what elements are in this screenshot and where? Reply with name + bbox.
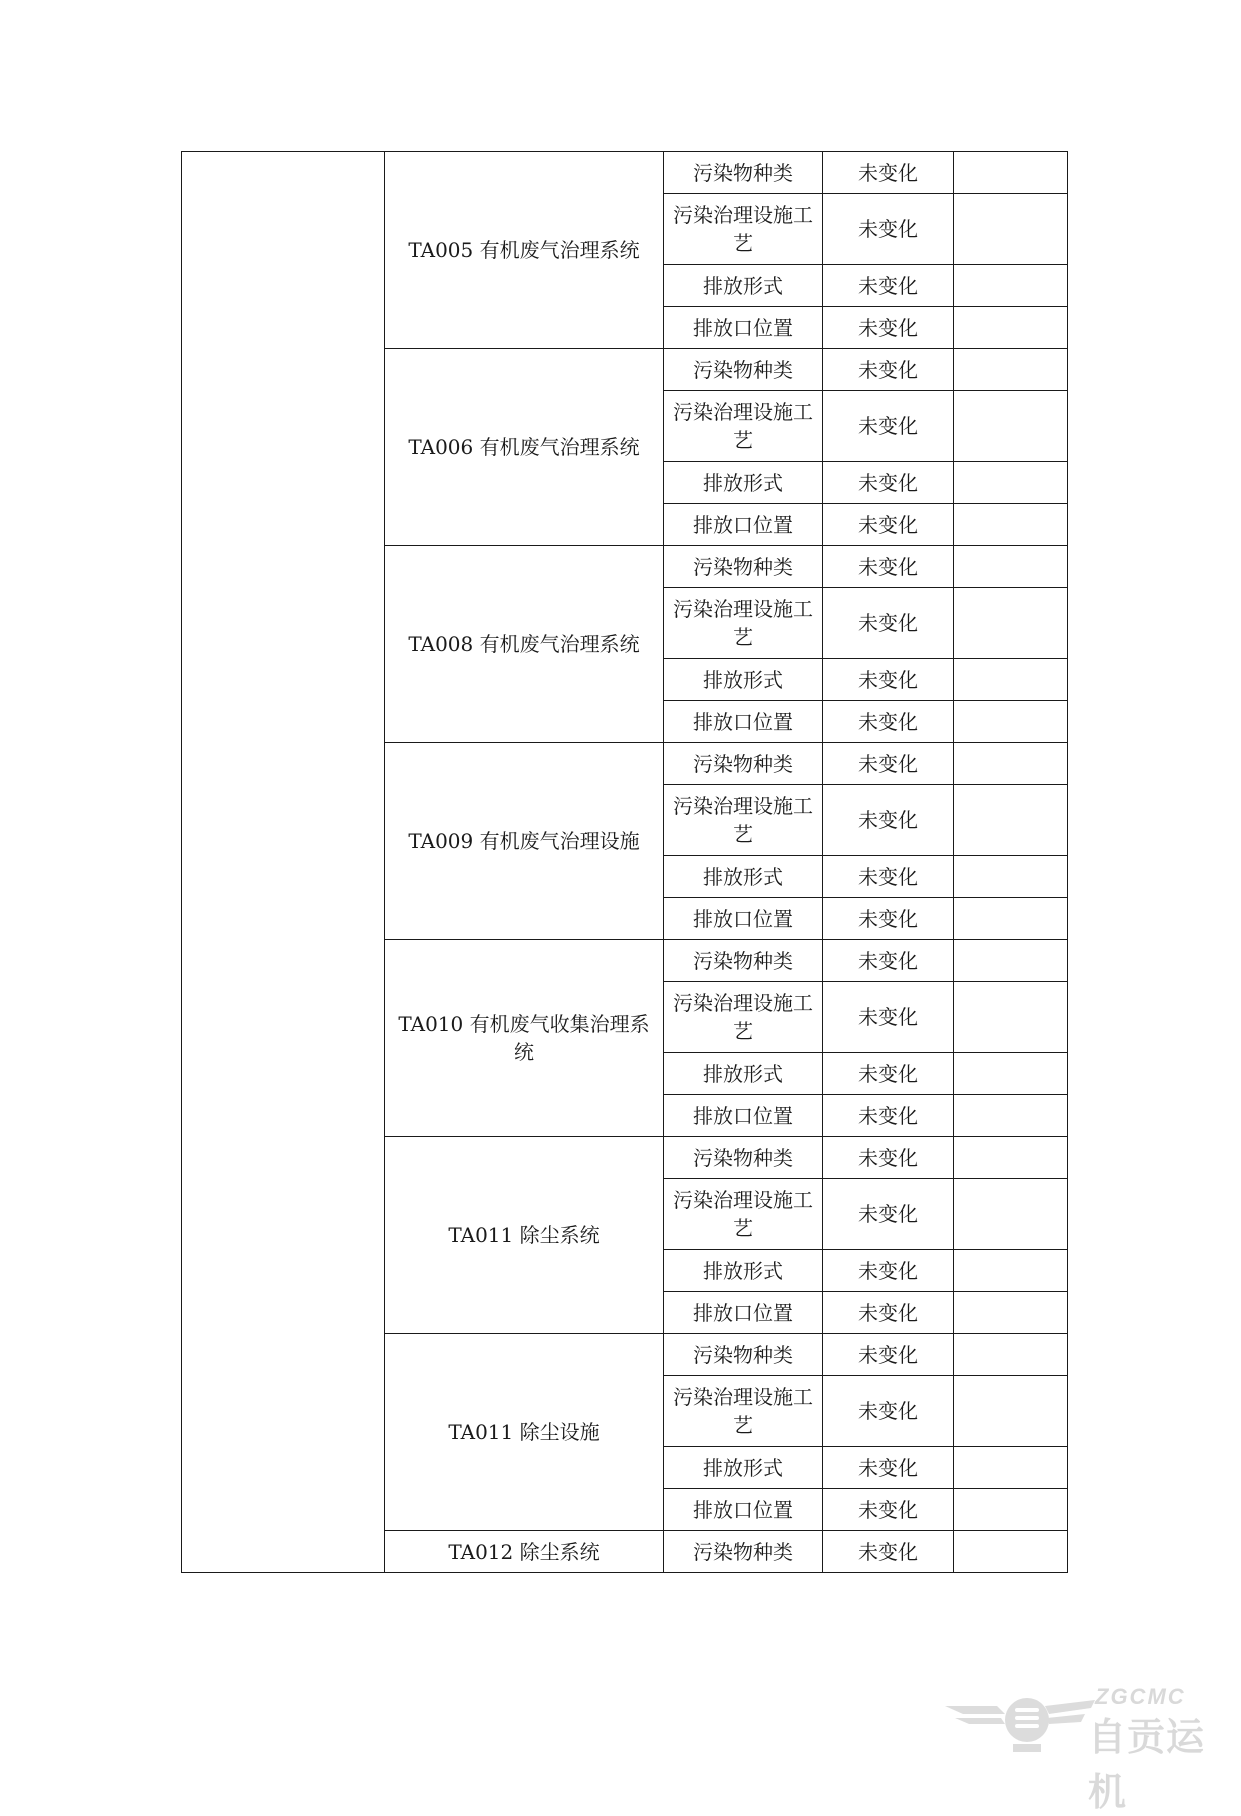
remark-cell: [954, 1334, 1068, 1376]
system-name-cell: TA011 除尘设施: [385, 1334, 664, 1531]
status-cell: 未变化: [823, 504, 954, 546]
status-cell: 未变化: [823, 1095, 954, 1137]
watermark-en-text: ZGCMC: [1095, 1684, 1186, 1709]
logo-emblem-icon: [945, 1684, 1095, 1754]
item-cell: 排放口位置: [664, 504, 823, 546]
status-cell: 未变化: [823, 1292, 954, 1334]
system-name-cell: TA009 有机废气治理设施: [385, 743, 664, 940]
remark-cell: [954, 1376, 1068, 1447]
pollution-facility-table: [181, 151, 1068, 1573]
watermark-cn-text: 自贡运机: [1088, 1715, 1206, 1814]
remark-cell: [954, 1053, 1068, 1095]
status-cell: 未变化: [823, 1531, 954, 1573]
status-cell: 未变化: [823, 743, 954, 785]
item-cell: 污染治理设施工艺: [664, 1179, 823, 1250]
status-cell: 未变化: [823, 588, 954, 659]
table-row: [182, 152, 1068, 194]
status-cell: 未变化: [823, 307, 954, 349]
remark-cell: [954, 504, 1068, 546]
item-cell: 排放形式: [664, 265, 823, 307]
item-cell: 排放口位置: [664, 307, 823, 349]
remark-cell: [954, 194, 1068, 265]
remark-cell: [954, 546, 1068, 588]
status-cell: 未变化: [823, 785, 954, 856]
item-cell: 排放形式: [664, 1447, 823, 1489]
status-cell: 未变化: [823, 391, 954, 462]
item-cell: 排放形式: [664, 856, 823, 898]
system-name-cell: TA012 除尘系统: [385, 1531, 664, 1573]
item-cell: 排放口位置: [664, 1489, 823, 1531]
item-cell: 排放口位置: [664, 898, 823, 940]
status-cell: 未变化: [823, 1489, 954, 1531]
item-cell: 排放口位置: [664, 1292, 823, 1334]
remark-cell: [954, 1489, 1068, 1531]
remark-cell: [954, 1137, 1068, 1179]
status-cell: 未变化: [823, 1376, 954, 1447]
remark-cell: [954, 1292, 1068, 1334]
status-cell: 未变化: [823, 462, 954, 504]
status-cell: 未变化: [823, 856, 954, 898]
status-cell: 未变化: [823, 701, 954, 743]
remark-cell: [954, 307, 1068, 349]
remark-cell: [954, 1250, 1068, 1292]
remark-cell: [954, 462, 1068, 504]
item-cell: 污染物种类: [664, 743, 823, 785]
remark-cell: [954, 265, 1068, 307]
item-cell: 污染治理设施工艺: [664, 194, 823, 265]
item-cell: 污染治理设施工艺: [664, 1376, 823, 1447]
system-name-cell: TA006 有机废气治理系统: [385, 349, 664, 546]
item-cell: 污染治理设施工艺: [664, 588, 823, 659]
status-cell: 未变化: [823, 1137, 954, 1179]
category-cell: [182, 152, 385, 1573]
item-cell: 污染物种类: [664, 546, 823, 588]
system-name-cell: TA008 有机废气治理系统: [385, 546, 664, 743]
remark-cell: [954, 391, 1068, 462]
item-cell: 污染物种类: [664, 152, 823, 194]
remark-cell: [954, 588, 1068, 659]
system-name-cell: TA011 除尘系统: [385, 1137, 664, 1334]
item-cell: 污染治理设施工艺: [664, 982, 823, 1053]
remark-cell: [954, 1179, 1068, 1250]
status-cell: 未变化: [823, 349, 954, 391]
zgcmc-watermark-logo: [945, 1684, 1241, 1814]
remark-cell: [954, 743, 1068, 785]
system-name-cell: TA005 有机废气治理系统: [385, 152, 664, 349]
remark-cell: [954, 982, 1068, 1053]
remark-cell: [954, 785, 1068, 856]
item-cell: 污染治理设施工艺: [664, 391, 823, 462]
remark-cell: [954, 1531, 1068, 1573]
item-cell: 排放形式: [664, 1053, 823, 1095]
remark-cell: [954, 898, 1068, 940]
remark-cell: [954, 1095, 1068, 1137]
status-cell: 未变化: [823, 940, 954, 982]
item-cell: 排放形式: [664, 1250, 823, 1292]
status-cell: 未变化: [823, 659, 954, 701]
status-cell: 未变化: [823, 152, 954, 194]
status-cell: 未变化: [823, 1179, 954, 1250]
item-cell: 排放口位置: [664, 701, 823, 743]
item-cell: 污染物种类: [664, 1334, 823, 1376]
remark-cell: [954, 856, 1068, 898]
status-cell: 未变化: [823, 1334, 954, 1376]
remark-cell: [954, 940, 1068, 982]
item-cell: 污染物种类: [664, 940, 823, 982]
remark-cell: [954, 659, 1068, 701]
item-cell: 污染物种类: [664, 1531, 823, 1573]
status-cell: 未变化: [823, 982, 954, 1053]
item-cell: 污染物种类: [664, 349, 823, 391]
status-cell: 未变化: [823, 1447, 954, 1489]
status-cell: 未变化: [823, 1250, 954, 1292]
status-cell: 未变化: [823, 194, 954, 265]
item-cell: 排放口位置: [664, 1095, 823, 1137]
status-cell: 未变化: [823, 265, 954, 307]
status-cell: 未变化: [823, 546, 954, 588]
item-cell: 排放形式: [664, 462, 823, 504]
status-cell: 未变化: [823, 898, 954, 940]
remark-cell: [954, 1447, 1068, 1489]
item-cell: 污染治理设施工艺: [664, 785, 823, 856]
item-cell: 排放形式: [664, 659, 823, 701]
system-name-cell: TA010 有机废气收集治理系统: [385, 940, 664, 1137]
status-cell: 未变化: [823, 1053, 954, 1095]
remark-cell: [954, 701, 1068, 743]
item-cell: 污染物种类: [664, 1137, 823, 1179]
remark-cell: [954, 349, 1068, 391]
remark-cell: [954, 152, 1068, 194]
